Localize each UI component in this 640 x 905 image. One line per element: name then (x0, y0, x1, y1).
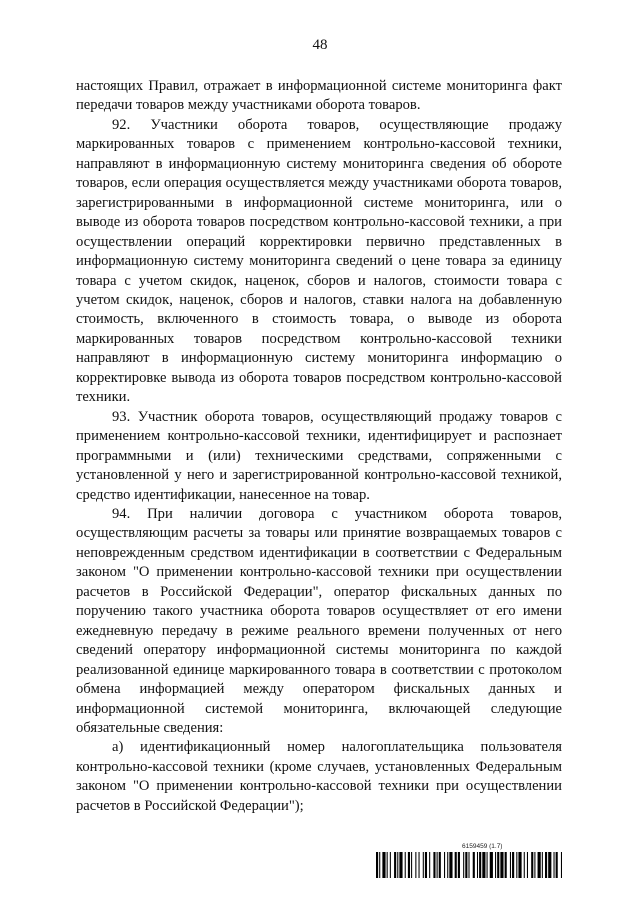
barcode-bar (531, 852, 533, 878)
paragraph-92: 92. Участники оборота товаров, осуществляющие продажу маркированных товаров с применением контрольно-кассовой техники, направляют в информационную систему мониторинга сведения об обороте товаров, если операция осуществляется между участниками оборота товаров, зарегистрированными в информационной системе мониторинга, или о выводе из оборота товаров посредством контрольно-кассовой техники, а при осуществлении операций корректировки первично представленных в информационную систему мониторинга сведений о цене товара за единицу товара с учетом скидок, наценок, сборов и налогов, стоимости товара с учетом скидок, наценок, сборов и налогов, ставки налога на добавленную стоимость, включенного в стоимость товара, о выводе из оборота маркированных товаров посредством контрольно-кассовой техники направляют в информационную систему мониторинга информацию о корректировке вывода из оборота товаров посредством контрольно-кассовой техники. (76, 116, 562, 406)
paragraph-94-a: а) идентификационный номер налогоплательщика пользователя контрольно-кассовой техники (кроме случаев, установленных Федеральным законом "О применении контрольно-кассовой техники при осуществлении расчетов в Российской Федерации"); (76, 739, 562, 814)
barcode-bar (397, 852, 398, 878)
barcode-bar (556, 852, 558, 878)
barcode-bar (510, 852, 511, 878)
barcode-bar (516, 852, 517, 878)
barcode-bar (419, 852, 420, 878)
paragraph-continuation: настоящих Правил, отражает в информационной системе мониторинга факт передачи товаров между участниками оборота товаров. (76, 78, 562, 114)
barcode-bar (379, 852, 380, 878)
barcode-bar (411, 852, 412, 878)
barcode-bar (449, 852, 452, 878)
barcode-bar (433, 852, 435, 878)
barcode-bar (468, 852, 469, 878)
barcode-bar (447, 852, 448, 878)
barcode-bar (415, 852, 416, 878)
barcode-bar (548, 852, 551, 878)
barcode-bar (487, 852, 488, 878)
barcode-bar (465, 852, 467, 878)
barcode-bar (534, 852, 535, 878)
barcode-bar (477, 852, 478, 878)
document-code: 6159459 (1.7) (462, 843, 503, 850)
barcode-bar (545, 852, 547, 878)
barcode-bar (500, 852, 503, 878)
barcode-bar (518, 852, 521, 878)
barcode-bar (425, 852, 427, 878)
barcode-bar (490, 852, 493, 878)
barcode-bar (497, 852, 499, 878)
barcode-bar (505, 852, 507, 878)
barcode-bar (423, 852, 424, 878)
barcode-bar (463, 852, 464, 878)
barcode-bar (473, 852, 475, 878)
paragraph-93: 93. Участник оборота товаров, осуществляющий продажу товаров с применением контрольно-кассовой техники, идентифицирует и распознает программными и (или) техническими средствами, сопряженными с установленной у него и зарегистрированной контрольно-кассовой техникой, средство идентификации, нанесенное на товар. (76, 408, 562, 503)
barcode-bar (479, 852, 481, 878)
barcode (376, 852, 562, 878)
barcode-bar (554, 852, 555, 878)
barcode-bar (405, 852, 406, 878)
barcode-bar (376, 852, 378, 878)
barcode-bar (387, 852, 388, 878)
barcode-bar (455, 852, 457, 878)
barcode-bar (561, 852, 562, 878)
barcode-bar (542, 852, 543, 878)
barcode-bar (429, 852, 430, 878)
barcode-bar (437, 852, 438, 878)
barcode-bar (394, 852, 396, 878)
barcode-bar (439, 852, 441, 878)
barcode-bar (399, 852, 402, 878)
barcode-bar (444, 852, 445, 878)
barcode-bar (408, 852, 410, 878)
barcode-bar (382, 852, 385, 878)
barcode-bar (512, 852, 514, 878)
barcode-bar (538, 852, 541, 878)
page-number: 48 (312, 37, 328, 53)
barcode-bar (458, 852, 460, 878)
paragraph-94: 94. При наличии договора с участником оборота товаров, осуществляющим расчеты за товары или принятие возвращаемых товаров с неповрежденным средством идентификации в соответствии с Федеральным законом "О применении контрольно-кассовой техники при осуществлении расчетов в Российской Федерации", оператор фискальных данных по поручению такого участника оборота товаров осуществляет от его имени ежедневную передачу в режиме реального времени полученных от него сведений оператору информационной системы мониторинга по каждой реализованной единице маркированного товара в соответствии с протоколом обмена информацией между оператором фискальных данных и информационной системой мониторинга, включающей следующие обязательные сведения: (76, 505, 562, 736)
barcode-bar (524, 852, 525, 878)
barcode-bar (390, 852, 391, 878)
document-body (76, 77, 562, 816)
barcode-bar (482, 852, 485, 878)
barcode-bar (527, 852, 528, 878)
barcode-bar (495, 852, 496, 878)
